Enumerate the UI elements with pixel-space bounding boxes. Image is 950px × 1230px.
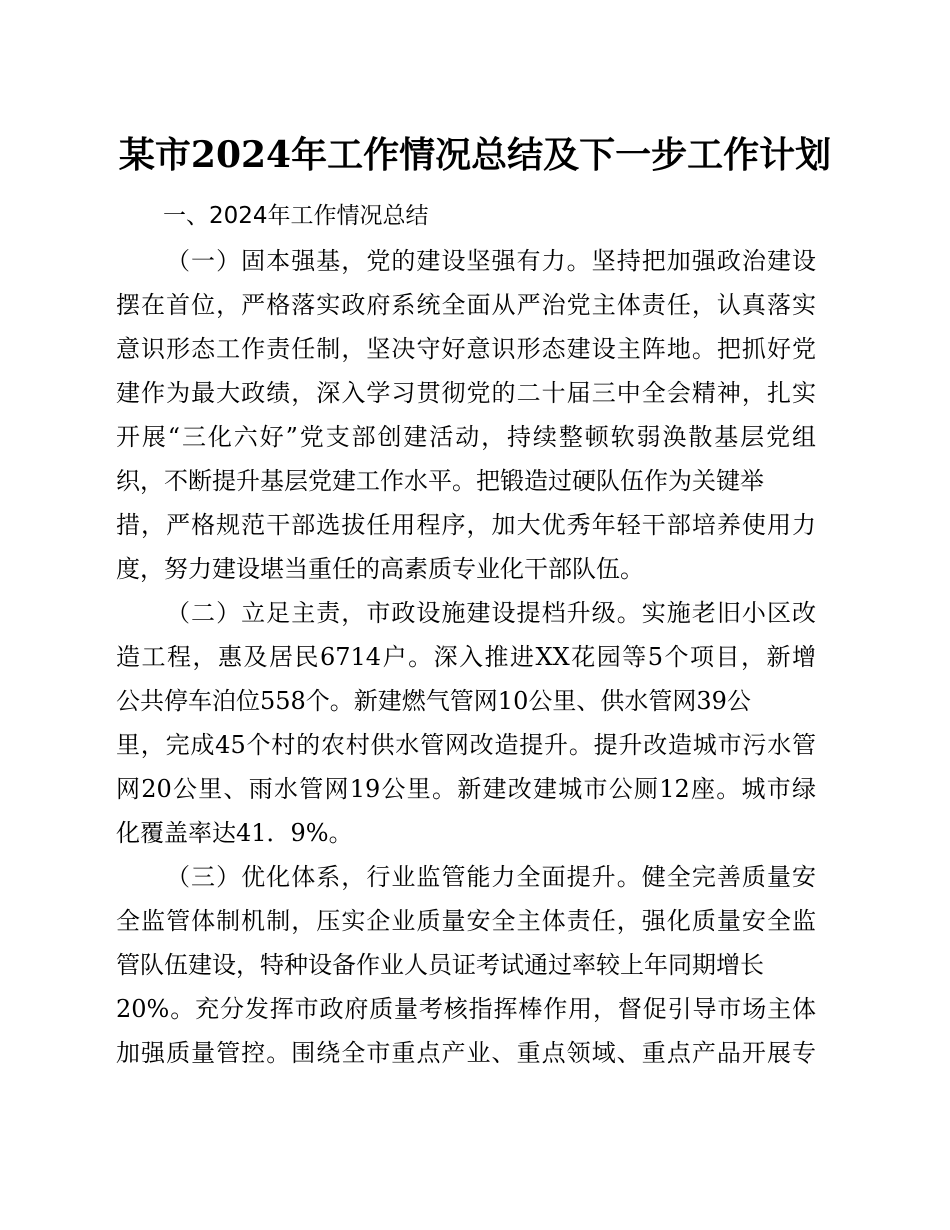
- paragraph-line: 度，努力建设堪当重任的高素质专业化干部队伍。: [116, 555, 644, 583]
- paragraph-line: 摆在首位，严格落实政府系统全面从严治党主体责任，认真落实: [116, 291, 816, 319]
- paragraph-line: （一）固本强基，党的建设坚强有力。坚持把加强政治建设: [166, 247, 816, 275]
- paragraph-line: 20%。充分发挥市政府质量考核指挥棒作用，督促引导市场主体: [116, 995, 816, 1023]
- paragraph-line: （三）优化体系，行业监管能力全面提升。健全完善质量安: [166, 863, 816, 891]
- section-heading: 一、2024年工作情况总结: [163, 203, 429, 229]
- paragraph-line: 织，不断提升基层党建工作水平。把锻造过硬队伍作为关键举: [116, 467, 764, 495]
- document-title: 某市2024年工作情况总结及下一步工作计划: [118, 134, 832, 176]
- paragraph-line: 网20公里、雨水管网19公里。新建改建城市公厕12座。城市绿: [116, 775, 816, 803]
- paragraph-line: 建作为最大政绩，深入学习贯彻党的二十届三中全会精神，扎实: [116, 379, 816, 407]
- paragraph-line: 意识形态工作责任制，坚决守好意识形态建设主阵地。把抓好党: [116, 335, 816, 363]
- paragraph-line: 里，完成45个村的农村供水管网改造提升。提升改造城市污水管: [116, 731, 816, 759]
- paragraph-line: 造工程，惠及居民6714户。深入推进XX花园等5个项目，新增: [116, 643, 816, 671]
- paragraph-line: 措，严格规范干部选拔任用程序，加大优秀年轻干部培养使用力: [116, 511, 816, 539]
- paragraph-line: 公共停车泊位558个。新建燃气管网10公里、供水管网39公: [116, 687, 751, 715]
- paragraph-line: 管队伍建设，特种设备作业人员证考试通过率较上年同期增长: [116, 951, 764, 979]
- paragraph-line: 全监管体制机制，压实企业质量安全主体责任，强化质量安全监: [116, 907, 816, 935]
- paragraph-line: 开展“三化六好”党支部创建活动，持续整顿软弱涣散基层党组: [116, 423, 816, 451]
- paragraph-line: 加强质量管控。围绕全市重点产业、重点领域、重点产品开展专: [116, 1039, 816, 1067]
- paragraph-line: 化覆盖率达41．9%。: [116, 819, 353, 847]
- paragraph-line: （二）立足主责，市政设施建设提档升级。实施老旧小区改: [166, 599, 816, 627]
